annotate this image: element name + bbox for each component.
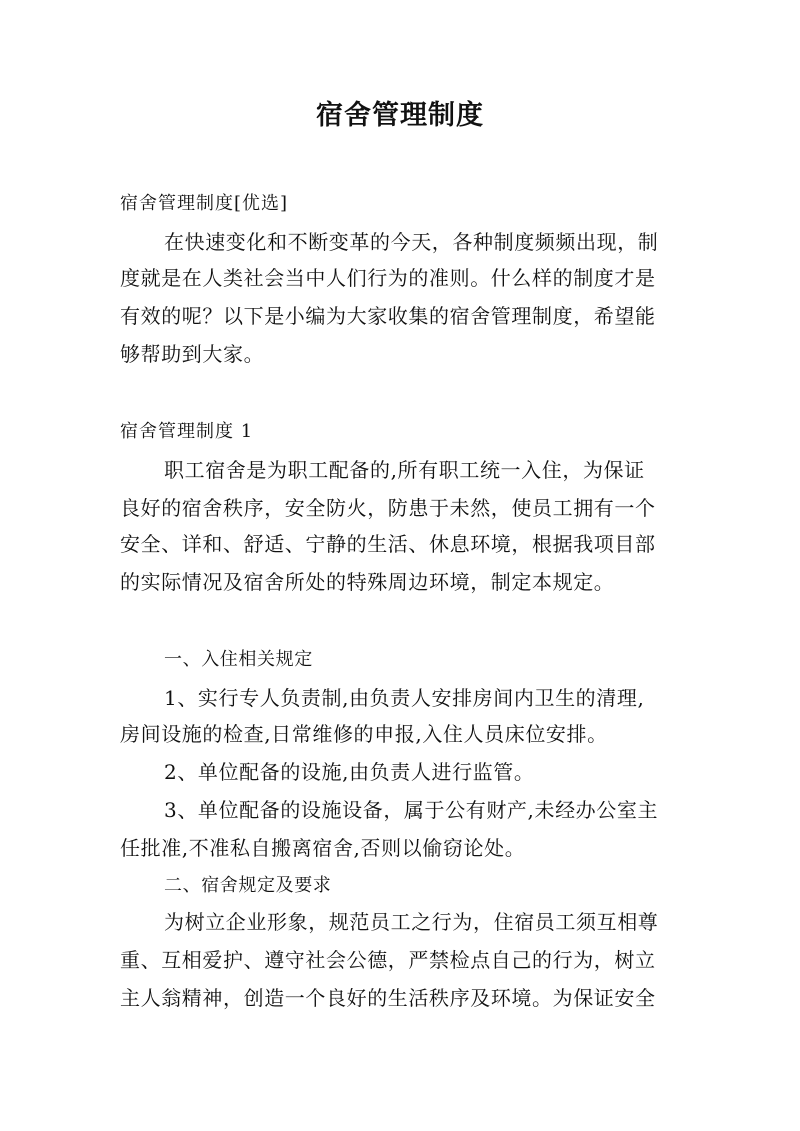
paragraph-line: 房间设施的检查,日常维修的申报,入住人员床位安排。: [120, 722, 608, 746]
paragraph-line: 够帮助到大家。: [120, 342, 265, 366]
paragraph-line: 有效的呢？以下是小编为大家收集的宿舍管理制度，希望能: [120, 304, 656, 328]
paragraph-line: 3、单位配备的设施设备，属于公有财产,未经办公室主: [164, 798, 659, 822]
document-title: 宿舍管理制度: [316, 100, 484, 131]
section-heading-intro: 宿舍管理制度[优选]: [120, 193, 289, 214]
paragraph-line: 职工宿舍是为职工配备的,所有职工统一入住，为保证: [164, 458, 645, 482]
paragraph-line: 重、互相爱护、遵守社会公德，严禁检点自己的行为，树立: [120, 948, 656, 972]
subsection-heading-rules: 二、宿舍规定及要求: [164, 875, 332, 896]
paragraph-line: 主人翁精神，创造一个良好的生活秩序及环境。为保证安全: [120, 986, 656, 1010]
paragraph-line: 2、单位配备的设施,由负责人进行监管。: [164, 760, 535, 784]
paragraph-line: 为树立企业形象，规范员工之行为，住宿员工须互相尊: [164, 910, 659, 934]
paragraph-line: 任批准,不准私自搬离宿舍,否则以偷窃论处。: [120, 836, 526, 860]
paragraph-line: 的实际情况及宿舍所处的特殊周边环境，制定本规定。: [120, 570, 615, 594]
paragraph-line: 安全、详和、舒适、宁静的生活、休息环境，根据我项目部: [120, 532, 656, 556]
section-heading-1: 宿舍管理制度 1: [120, 421, 254, 442]
paragraph-line: 在快速变化和不断变革的今天，各种制度频频出现，制: [164, 230, 659, 254]
paragraph-line: 1、实行专人负责制,由负责人安排房间内卫生的清理,: [164, 686, 645, 710]
subsection-heading-checkin: 一、入住相关规定: [164, 649, 313, 670]
paragraph-line: 度就是在人类社会当中人们行为的准则。什么样的制度才是: [120, 266, 656, 290]
paragraph-line: 良好的宿舍秩序，安全防火，防患于未然，使员工拥有一个: [120, 496, 656, 520]
